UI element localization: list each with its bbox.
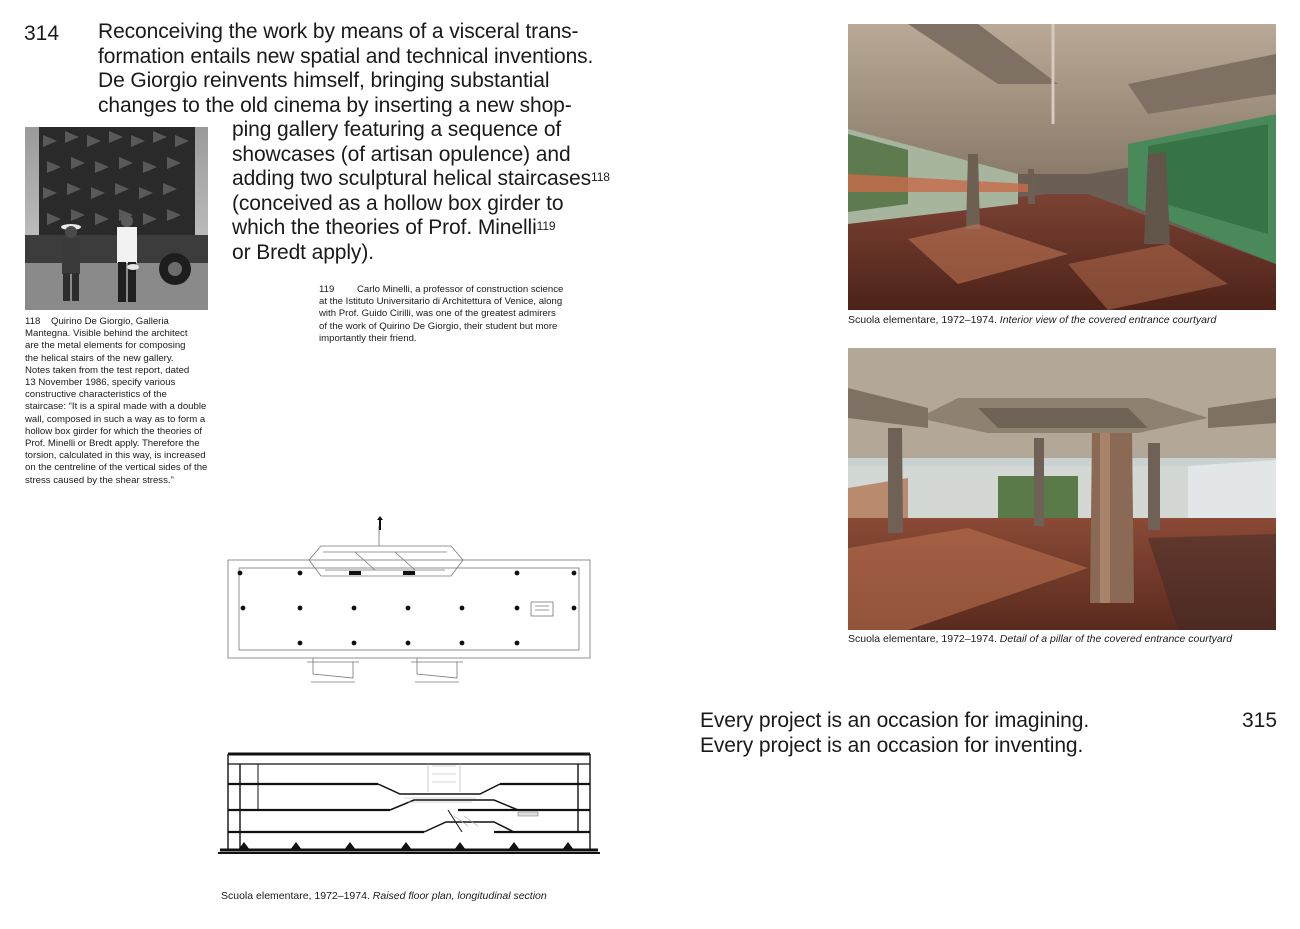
main-text-line: De Giorgio reinvents himself, bringing substantial	[98, 69, 550, 93]
main-text-line: or Bredt apply).	[232, 240, 374, 264]
longitudinal-section-drawing	[218, 748, 600, 860]
floor-plan-drawing	[225, 512, 595, 692]
main-text-top	[98, 20, 618, 118]
historic-photo-architect	[25, 127, 208, 310]
photo2-caption: Scuola elementare, 1972–1974. Detail of a pillar of the covered entrance courtyard	[848, 633, 1233, 645]
footnote-ref-119: 119	[536, 219, 556, 234]
main-text-line: formation entails new spatial and technical inventions.	[98, 44, 594, 68]
quote-line: Every project is an occasion for imagining.	[700, 709, 1090, 732]
main-text-bottom	[232, 118, 612, 266]
quote-line: Every project is an occasion for inventing.	[700, 733, 1084, 757]
main-text-line: which the theories of Prof. Minelli$^{119}$	[232, 216, 556, 240]
footnote-ref-118: 118	[591, 170, 610, 185]
main-text-line: showcases (of artisan opulence) and	[232, 142, 571, 166]
main-text-line: (conceived as a hollow box girder to	[232, 191, 564, 215]
page-number-right: 315	[1242, 709, 1278, 732]
photo-interior-courtyard	[848, 24, 1276, 310]
photo1-caption: Scuola elementare, 1972–1974. Interior view of the covered entrance courtyard	[848, 314, 1217, 326]
footnote-number: 118	[25, 316, 41, 327]
footnote-number: 119	[319, 284, 335, 295]
photo-pillar-detail	[848, 348, 1276, 630]
main-text-line: ping gallery featuring a sequence of	[232, 118, 562, 141]
closing-quote	[700, 709, 1160, 758]
main-text-line: changes to the old cinema by inserting a new shop-	[98, 93, 572, 117]
footnote-118: 118 Quirino De Giorgio, Galleria Mantegna. Visible behind the architect are the metal elements for composing the helical stairs of the new gallery. Notes taken from the test report, dated 13 November 1986, specify various constructive characteristics of the staircase: “It is a spiral made with a double wall, composed in such a way as to form a hollow box girder for which the theories of Prof. Minelli or Bredt apply. Therefore the torsion, calculated in this way, is increased on the centreline of the vertical sides of the stress caused by the shear stress.”	[25, 316, 208, 486]
drawing-caption: Scuola elementare, 1972–1974. Raised floor plan, longitudinal section	[221, 890, 547, 902]
page-number-left: 314	[24, 22, 60, 45]
main-text-line: adding two sculptural helical staircases$^{118}$	[232, 167, 610, 191]
main-text-line: Reconceiving the work by means of a visceral trans-	[98, 20, 579, 43]
footnote-119: 119 Carlo Minelli, a professor of construction science at the Istituto Universitario di Architettura of Venice, along with Prof. Guido Cirilli, was one of the greatest admirers of the work of Quirino De Giorgio, their student but more importantly their friend.	[319, 284, 564, 344]
